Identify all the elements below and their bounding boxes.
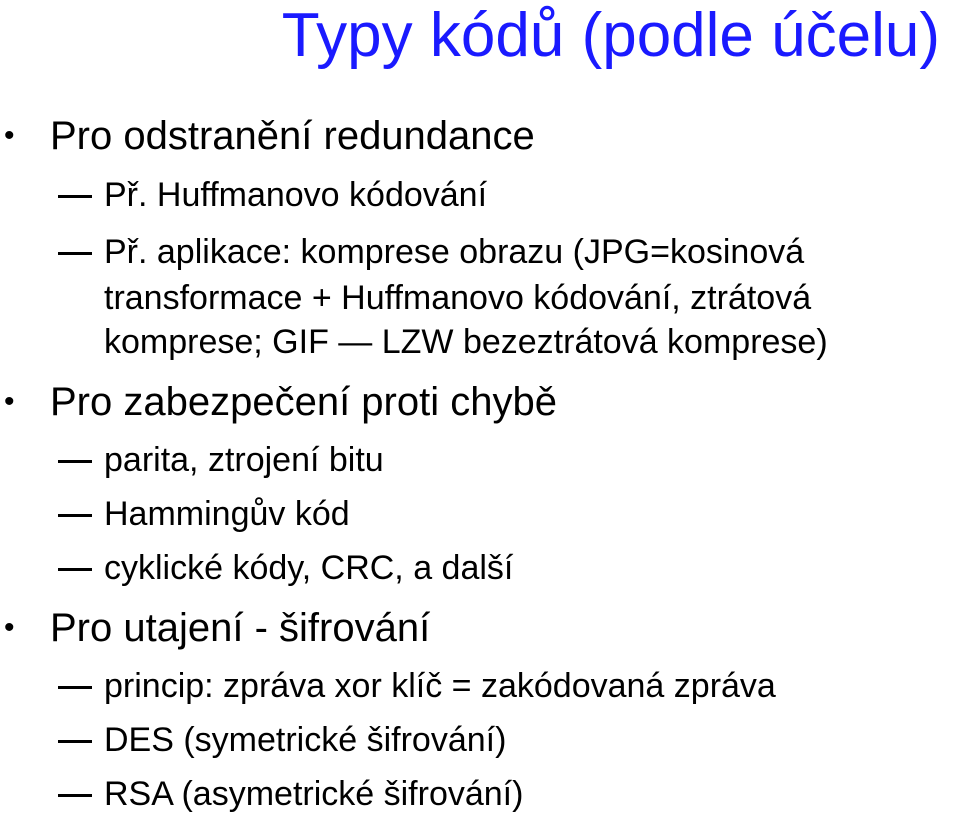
sub-item-text: Př. Huffmanovo kódování: [104, 176, 488, 214]
sub-item-text: komprese; GIF — LZW bezeztrátová komprese): [104, 323, 828, 361]
dash-icon: [58, 794, 92, 797]
sub-item-text: RSA (asymetrické šifrování): [104, 775, 524, 813]
dash-icon: [58, 514, 92, 517]
section-label: Pro zabezpečení proti chybě: [50, 380, 557, 424]
dash-icon: [58, 195, 92, 198]
dash-icon: [58, 686, 92, 689]
bullet-icon: •: [4, 611, 15, 644]
section-label: Pro utajení - šifrování: [50, 606, 431, 650]
sub-item-text: transformace + Huffmanovo kódování, ztrátová: [104, 279, 812, 317]
dash-icon: [58, 740, 92, 743]
sub-item-text: princip: zpráva xor klíč = zakódovaná zpráva: [104, 667, 776, 705]
dash-icon: [58, 252, 92, 255]
section-label: Pro odstranění redundance: [50, 114, 535, 158]
sub-item-text: Př. aplikace: komprese obrazu (JPG=kosinová: [104, 233, 805, 271]
page-title: Typy kódů (podle účelu): [281, 1, 940, 70]
sub-item-text: cyklické kódy, CRC, a další: [104, 549, 514, 587]
bullet-icon: •: [4, 385, 15, 418]
dash-icon: [58, 568, 92, 571]
sub-item-text: parita, ztrojení bitu: [104, 441, 384, 479]
sub-item-text: DES (symetrické šifrování): [104, 721, 507, 759]
dash-icon: [58, 460, 92, 463]
bullet-icon: •: [4, 119, 15, 152]
sub-item-text: Hammingův kód: [104, 495, 350, 533]
